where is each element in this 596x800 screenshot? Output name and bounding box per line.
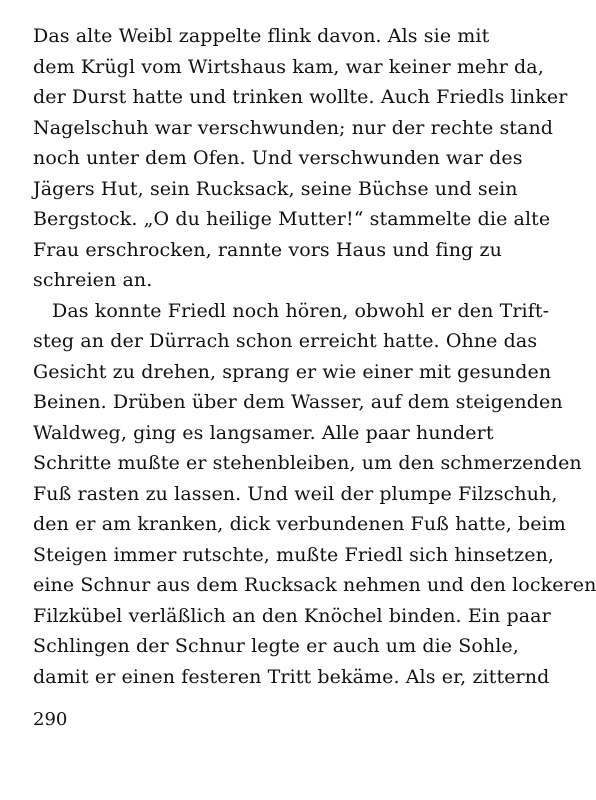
text-line: Frau erschrocken, rannte vors Haus und fing zu bbox=[33, 238, 502, 261]
text-line: Bergstock. „O du heilige Mutter!“ stammelte die alte bbox=[33, 208, 551, 230]
text-line: den er am kranken, dick verbundenen Fuß hatte, beim bbox=[33, 513, 566, 535]
text-line: Nagelschuh war verschwunden; nur der rechte stand bbox=[33, 116, 554, 139]
text-line: Gesicht zu drehen, sprang er wie einer mit gesunden bbox=[33, 360, 552, 383]
text-line: dem Krügl vom Wirtshaus kam, war keiner mehr da, bbox=[33, 55, 544, 78]
text-line: Das alte Weibl zappelte flink davon. Als sie mit bbox=[33, 25, 490, 47]
text-line: Beinen. Drüben über dem Wasser, auf dem steigenden bbox=[33, 391, 563, 413]
text-line: Filzkübel verläßlich an den Knöchel binden. Ein paar bbox=[33, 604, 551, 627]
text-line: Jägers Hut, sein Rucksack, seine Büchse und sein bbox=[33, 177, 518, 200]
text-line: eine Schnur aus dem Rucksack nehmen und den lockeren bbox=[33, 574, 596, 596]
text-line: Waldweg, ging es langsamer. Alle paar hundert bbox=[33, 421, 494, 444]
text-line: damit er einen festeren Tritt bekäme. Als er, zitternd bbox=[33, 665, 550, 688]
text-line: Schlingen der Schnur legte er auch um die Sohle, bbox=[33, 635, 519, 657]
text-line: schreien an. bbox=[33, 269, 153, 291]
text-line: der Durst hatte und trinken wollte. Auch Friedls linker bbox=[33, 86, 568, 108]
text-line: steg an der Dürrach schon erreicht hatte. Ohne das bbox=[33, 330, 538, 352]
page-number: 290 bbox=[33, 709, 68, 730]
text-line: Steigen immer rutschte, mußte Friedl sich hinsetzen, bbox=[33, 543, 555, 566]
text-line: Fuß rasten zu lassen. Und weil der plumpe Filzschuh, bbox=[33, 482, 558, 505]
text-line: Das konnte Friedl noch hören, obwohl er den Trift- bbox=[52, 299, 550, 322]
text-line: noch unter dem Ofen. Und verschwunden war des bbox=[33, 147, 523, 169]
text-line: Schritte mußte er stehenbleiben, um den schmerzenden bbox=[33, 452, 582, 474]
